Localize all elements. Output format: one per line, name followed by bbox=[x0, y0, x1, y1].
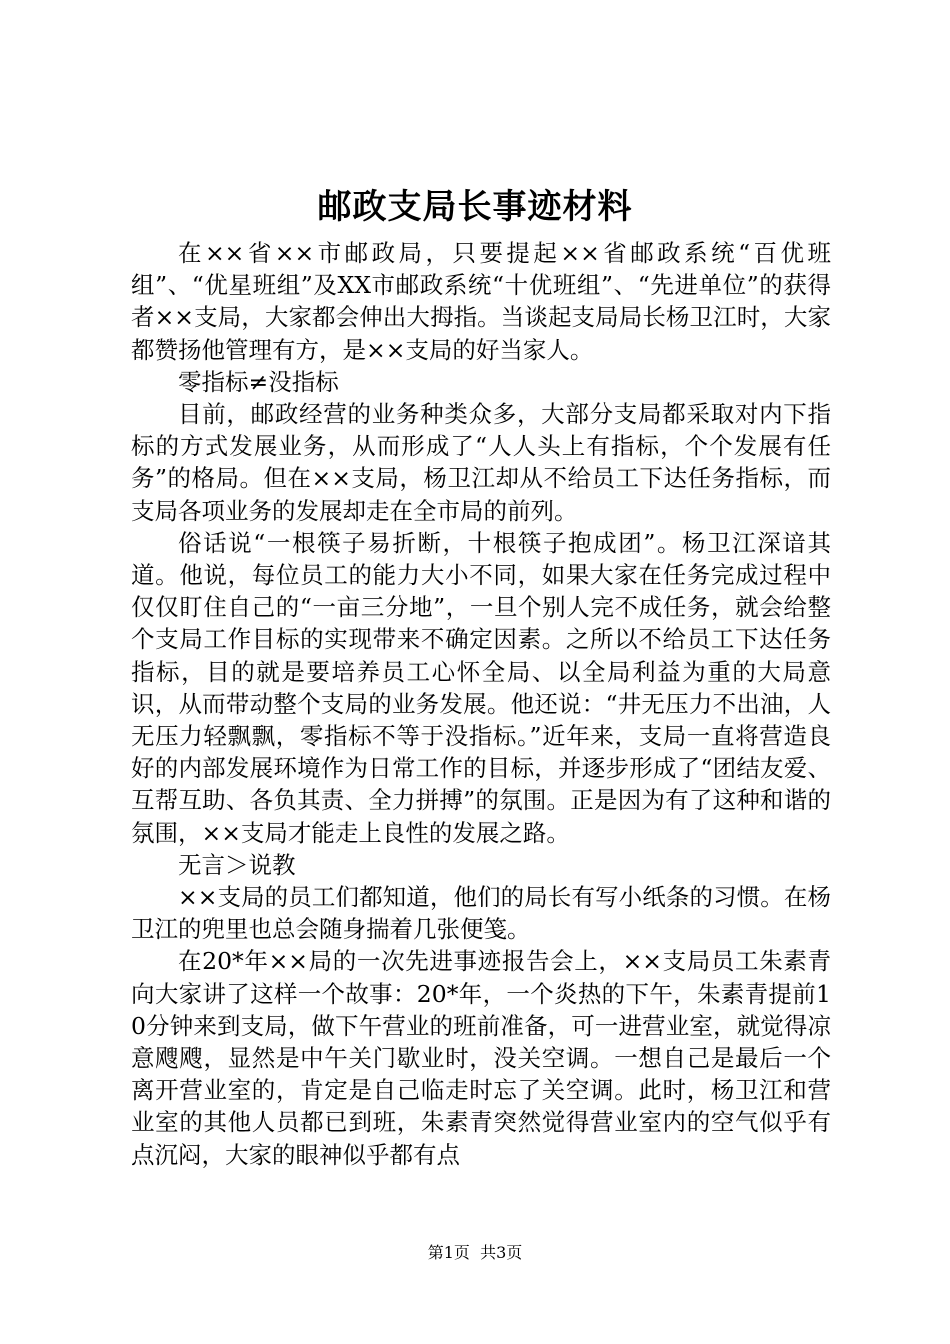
paragraph-current-practice: 目前，邮政经营的业务种类众多，大部分支局都采取对内下指标的方式发展业务，从而形成了“人人头上有指标，个个发展有任务”的格局。但在××支局，杨卫江却从不给员工下达任务指标，而支局各项业务的发展却走在全市局的前列。 bbox=[131, 400, 831, 525]
section-heading-zero-target: 零指标≠没指标 bbox=[178, 367, 339, 396]
paragraph-chopsticks-saying: 俗话说“一根筷子易折断，十根筷子抱成团”。杨卫江深谙其道。他说，每位员工的能力大小不同，如果大家在任务完成过程中仅仅盯住自己的“一亩三分地”，一旦个别人完不成任务，就会给整个支局工作目标的实现带来不确定因素。之所以不给员工下达任务指标，目的就是要培养员工心怀全局、以全局利益为重的大局意识，从而带动整个支局的业务发展。他还说：“井无压力不出油，人无压力轻飘飘，零指标不等于没指标。”近年来，支局一直将营造良好的内部发展环境作为日常工作的目标，并逐步形成了“团结友爱、互帮互助、各负其责、全力拼搏”的氛围。正是因为有了这种和谐的氛围，××支局才能走上良性的发展之路。 bbox=[131, 528, 831, 847]
document-body bbox=[131, 237, 831, 1171]
section-heading-silent-teaching: 无言＞说教 bbox=[178, 850, 296, 879]
page-number: 第1页 bbox=[427, 1243, 470, 1262]
document-title: 邮政支局长事迹材料 bbox=[317, 187, 633, 227]
paragraph-story: 在20*年××局的一次先进事迹报告会上，××支局员工朱素青向大家讲了这样一个故事：20*年，一个炎热的下午，朱素青提前10分钟来到支局，做下午营业的班前准备，可一进营业室，就觉得凉意飕飕，显然是中午关门歇业时，没关空调。一想自己是最后一个离开营业室的，肯定是自己临走时忘了关空调。此时，杨卫江和营业室的其他人员都已到班，朱素青突然觉得营业室内的空气似乎有点沉闷，大家的眼神似乎都有点 bbox=[131, 947, 831, 1169]
page-footer bbox=[0, 1242, 950, 1264]
page-total: 共3页 bbox=[480, 1243, 523, 1262]
paragraph-intro: 在××省××市邮政局，只要提起××省邮政系统“百优班组”、“优星班组”及XX市邮政系统“十优班组”、“先进单位”的获得者××支局，大家都会伸出大拇指。当谈起支局局长杨卫江时，大家都赞扬他管理有方，是××支局的好当家人。 bbox=[131, 239, 831, 364]
paragraph-note-habit: ××支局的员工们都知道，他们的局长有写小纸条的习惯。在杨卫江的兜里也总会随身揣着几张便笺。 bbox=[131, 883, 831, 944]
